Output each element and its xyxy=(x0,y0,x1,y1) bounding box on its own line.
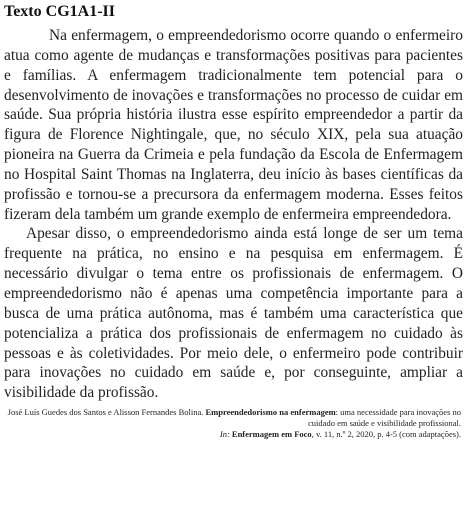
document-title: Texto CG1A1-II xyxy=(4,3,115,20)
source-journal: Enfermagem em Foco xyxy=(231,429,312,440)
source-article-title: Empreendedorismo na enfermagem xyxy=(205,407,336,418)
source-in-label: In: xyxy=(219,429,230,440)
source-details: , v. 11, n.º 2, 2020, p. 4-5 (com adaptações). xyxy=(311,429,461,440)
paragraph-1: Na enfermagem, o empreendedorismo ocorre quando o enfermeiro atua como agente de mudanças e transformações positivas para pacientes e famílias. A enfermagem tradicionalmente tem potencial para o desenvolvimento de inovações e transformações no processo de cuidar em saúde. Sua própria história ilustra esse espírito empreendedor a partir da figura de Florence Nightingale, que, no século XIX, pela sua atuação pioneira na Guerra da Crimeia e pela fundação da Escola de Enfermagem no Hospital Saint Thomas na Inglaterra, deu início às bases científicas da profissão e tornou-se a precursora da enfermagem moderna. Esses feitos fizeram dela também um grande exemplo de enfermeira empreendedora. xyxy=(4,27,463,223)
source-citation xyxy=(4,407,463,440)
source-authors: José Luís Guedes dos Santos e Alisson Fernandes Bolina. xyxy=(7,407,204,418)
paragraph-2: Apesar disso, o empreendedorismo ainda está longe de ser um tema frequente na prática, no ensino e na pesquisa em enfermagem. É necessário divulgar o tema entre os profissionais de enfermagem. O empreendedorismo não é apenas uma competência importante para a busca de uma prática autônoma, mas é também uma característica que potencializa a prática dos profissionais de enfermagem no cuidado às pessoas e às coletividades. Por meio dele, o enfermeiro pode contribuir para inovações no cuidado em saúde e, por conseguinte, ampliar a visibilidade da profissão. xyxy=(4,225,463,402)
source-article-subtitle: : uma necessidade para inovações no cuidado em saúde e visibilidade profissional. xyxy=(308,407,461,429)
